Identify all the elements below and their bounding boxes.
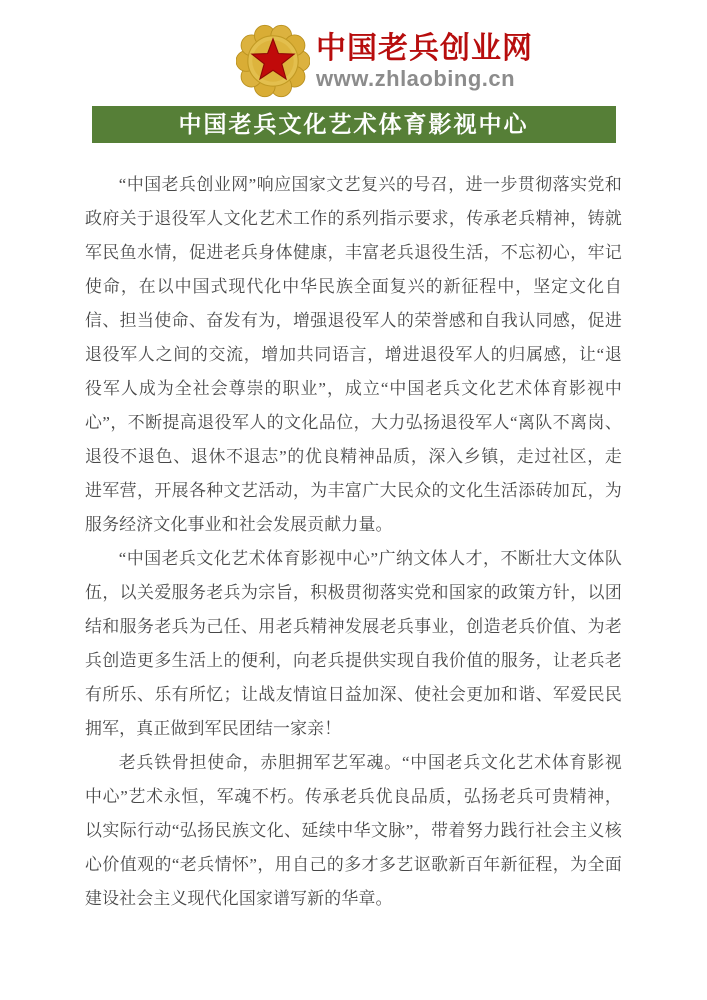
banner-title: 中国老兵文化艺术体育影视中心 bbox=[178, 111, 529, 137]
article-body bbox=[85, 168, 622, 916]
red-star-gold-wreath-badge-icon bbox=[236, 24, 310, 98]
paragraph: 老兵铁骨担使命，赤胆拥军艺军魂。“中国老兵文化艺术体育影视中心”艺术永恒，军魂不朽。传承老兵优良品质，弘扬老兵可贵精神，以实际行动“弘扬民族文化、延续中华文脉”，带着努力践行社会主义核心价值观的“老兵情怀”，用自己的多才多艺讴歌新百年新征程，为全面建设社会主义现代化国家谱写新的华章。 bbox=[85, 753, 622, 908]
site-url: www.zhlaobing.cn bbox=[316, 65, 516, 91]
site-header bbox=[31, 0, 707, 98]
center-title-banner bbox=[92, 106, 616, 143]
paragraph: “中国老兵文化艺术体育影视中心”广纳文体人才，不断壮大文体队伍，以关爱服务老兵为宗旨，积极贯彻落实党和国家的政策方针，以团结和服务老兵为己任、用老兵精神发展老兵事业，创造老兵价值、为老兵创造更多生活上的便利，向老兵提供实现自我价值的服务，让老兵老有所乐、乐有所忆；让战友情谊日益加深、使社会更加和谐、军爱民民拥军，真正做到军民团结一家亲！ bbox=[85, 549, 622, 738]
site-name: 中国老兵创业网 bbox=[316, 31, 533, 65]
brand-text-block bbox=[316, 32, 533, 91]
paragraph: “中国老兵创业网”响应国家文艺复兴的号召，进一步贯彻落实党和政府关于退役军人文化艺术工作的系列指示要求，传承老兵精神，铸就军民鱼水情，促进老兵身体健康，丰富老兵退役生活，不忘初心，牢记使命，在以中国式现代化中华民族全面复兴的新征程中，坚定文化自信、担当使命、奋发有为，增强退役军人的荣誉感和自我认同感，促进退役军人之间的交流，增加共同语言，增进退役军人的归属感，让“退役军人成为全社会尊崇的职业”，成立“中国老兵文化艺术体育影视中心”，不断提高退役军人的文化品位，大力弘扬退役军人“离队不离岗、退役不退色、退休不退志”的优良精神品质，深入乡镇，走过社区，走进军营，开展各种文艺活动，为丰富广大民众的文化生活添砖加瓦，为服务经济文化事业和社会发展贡献力量。 bbox=[85, 175, 622, 534]
